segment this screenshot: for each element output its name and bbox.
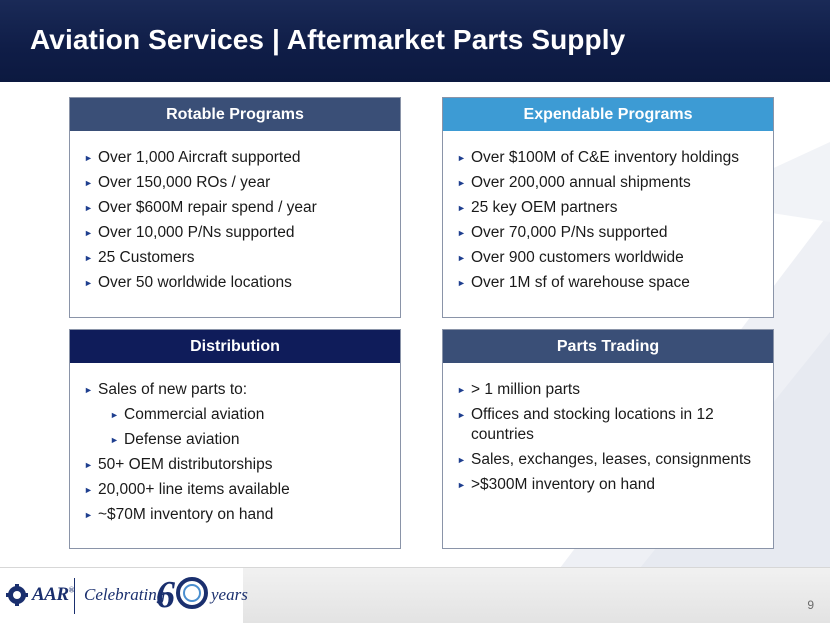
expendable-programs-list [443, 131, 773, 293]
expendable-programs-header: Expendable Programs [443, 98, 773, 131]
aar-wordmark: AAR® [32, 584, 75, 605]
list-item: ► > 1 million parts [457, 381, 580, 398]
parts-trading-header: Parts Trading [443, 330, 773, 363]
rotable-programs-header: Rotable Programs [70, 98, 400, 131]
parts-trading-panel [442, 329, 774, 549]
bullet-arrow-icon: ► [84, 385, 93, 395]
list-item: ► Over 1M sf of warehouse space [457, 274, 690, 291]
bullet-arrow-icon: ► [110, 410, 119, 420]
bullet-arrow-icon: ► [457, 228, 466, 238]
bullet-arrow-icon: ► [84, 178, 93, 188]
list-item: ► 20,000+ line items available [84, 481, 290, 498]
list-item: ► Over 50 worldwide locations [84, 274, 292, 291]
bullet-arrow-icon: ► [457, 278, 466, 288]
bullet-arrow-icon: ► [84, 460, 93, 470]
list-item: ► Over $600M repair spend / year [84, 199, 317, 216]
list-item: ► Over 1,000 Aircraft supported [84, 149, 301, 166]
title-bar [0, 0, 830, 82]
bullet-arrow-icon: ► [84, 278, 93, 288]
bullet-arrow-icon: ► [457, 178, 466, 188]
distribution-list [70, 363, 400, 525]
expendable-programs-panel [442, 97, 774, 318]
list-item: ► Sales, exchanges, leases, consignments [457, 451, 752, 468]
list-item: ► Over 900 customers worldwide [457, 249, 684, 266]
anniversary-number: 6 [156, 574, 175, 616]
list-item: ► Over 10,000 P/Ns supported [84, 224, 295, 241]
list-item: ► Over 200,000 annual shipments [457, 174, 691, 191]
anniversary-ring-icon [175, 576, 209, 610]
bullet-arrow-icon: ► [457, 480, 466, 490]
rotable-programs-list [70, 131, 400, 293]
distribution-panel [69, 329, 401, 549]
footer [0, 567, 830, 623]
bullet-arrow-icon: ► [110, 435, 119, 445]
bullet-arrow-icon: ► [84, 253, 93, 263]
distribution-header: Distribution [70, 330, 400, 363]
bullet-arrow-icon: ► [84, 153, 93, 163]
page-number: 9 [807, 598, 814, 612]
list-item: ► 50+ OEM distributorships [84, 456, 273, 473]
bullet-arrow-icon: ► [84, 485, 93, 495]
page-title: Aviation Services | Aftermarket Parts Supply [30, 24, 626, 55]
list-item: ► ~$70M inventory on hand [84, 506, 274, 523]
bullet-arrow-icon: ► [457, 153, 466, 163]
bullet-arrow-icon: ► [457, 385, 466, 395]
logo-divider [74, 578, 75, 614]
bullet-arrow-icon: ► [457, 203, 466, 213]
bullet-arrow-icon: ► [84, 510, 93, 520]
list-item: ► 25 Customers [84, 249, 195, 266]
list-item: ► Offices and stocking locations in 12 countries [457, 406, 714, 443]
list-item: ► Over 70,000 P/Ns supported [457, 224, 668, 241]
aar-gear-logo-icon [6, 584, 28, 606]
list-item: ► Over $100M of C&E inventory holdings [457, 149, 739, 166]
bullet-arrow-icon: ► [84, 228, 93, 238]
list-item: ► Over 150,000 ROs / year [84, 174, 271, 191]
list-item: ► 25 key OEM partners [457, 199, 618, 216]
bullet-arrow-icon: ► [84, 203, 93, 213]
bullet-arrow-icon: ► [457, 410, 466, 420]
sub-list-item: ► Commercial aviation [110, 406, 265, 423]
celebrating-text: Celebrating [84, 585, 166, 604]
list-item: ► Sales of new parts to: [84, 381, 248, 398]
rotable-programs-panel [69, 97, 401, 318]
aar-anniversary-logo [0, 568, 248, 623]
list-item: ► >$300M inventory on hand [457, 476, 655, 493]
sub-list-item: ► Defense aviation [110, 431, 240, 448]
bullet-arrow-icon: ► [457, 253, 466, 263]
parts-trading-list [443, 363, 773, 495]
bullet-arrow-icon: ► [457, 455, 466, 465]
years-text: years [211, 585, 248, 604]
